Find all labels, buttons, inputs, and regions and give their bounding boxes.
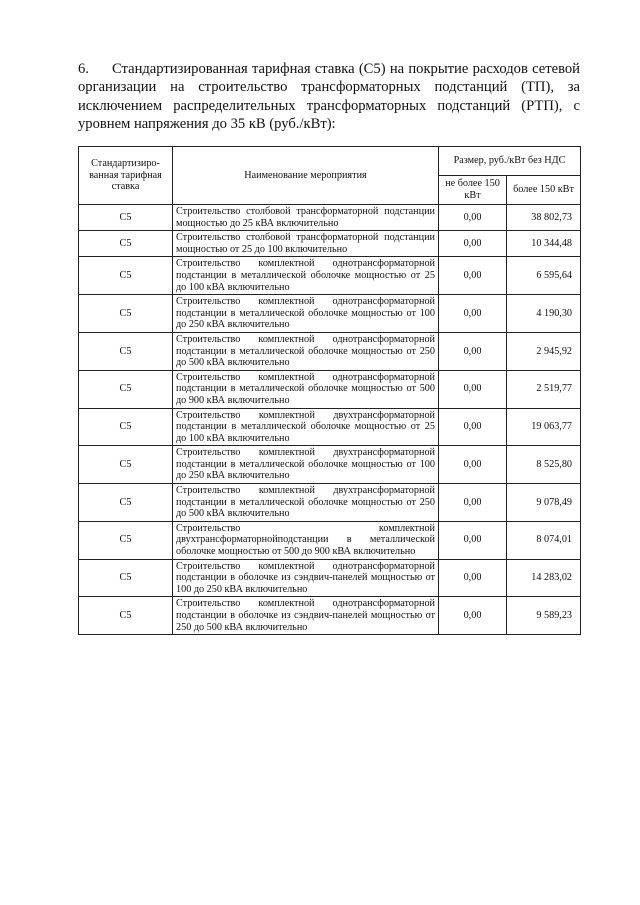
table-row bbox=[79, 597, 581, 635]
rate-code-cell: С5 bbox=[79, 231, 173, 257]
rate-code-cell: С5 bbox=[79, 332, 173, 370]
activity-cell: Строительство комплектной однотрансформаторной подстанции в металлической оболочке мощностью от 100 до 250 кВА включительно bbox=[173, 295, 439, 333]
value-up-to-150-cell: 0,00 bbox=[439, 484, 507, 522]
value-up-to-150-cell: 0,00 bbox=[439, 332, 507, 370]
value-over-150-cell: 8 074,01 bbox=[507, 521, 581, 559]
table-row bbox=[79, 370, 581, 408]
activity-cell: Строительство комплектной однотрансформаторной подстанции в металлической оболочке мощностью от 500 до 900 кВА включительно bbox=[173, 370, 439, 408]
rate-code-cell: С5 bbox=[79, 295, 173, 333]
header-rate: Стандартизиро-ванная тарифная ставка bbox=[79, 147, 173, 205]
activity-cell: Строительство комплектной однотрансформаторной подстанции в металлической оболочке мощностью от 25 до 100 кВА включительно bbox=[173, 257, 439, 295]
rate-code-cell: С5 bbox=[79, 597, 173, 635]
table-row bbox=[79, 408, 581, 446]
value-up-to-150-cell: 0,00 bbox=[439, 370, 507, 408]
rate-code-cell: С5 bbox=[79, 257, 173, 295]
value-up-to-150-cell: 0,00 bbox=[439, 408, 507, 446]
rate-code-cell: С5 bbox=[79, 559, 173, 597]
table-row bbox=[79, 332, 581, 370]
activity-cell: Строительство комплектной двухтрансформаторной подстанции в металлической оболочке мощностью от 100 до 250 кВА включительно bbox=[173, 446, 439, 484]
value-up-to-150-cell: 0,00 bbox=[439, 597, 507, 635]
value-over-150-cell: 9 078,49 bbox=[507, 484, 581, 522]
table-row bbox=[79, 257, 581, 295]
activity-cell: Строительство комплектной двухтрансформаторной подстанции в металлической оболочке мощностью от 25 до 100 кВА включительно bbox=[173, 408, 439, 446]
activity-cell: Строительство столбовой трансформаторной подстанции мощностью до 25 кВА включительно bbox=[173, 205, 439, 231]
rate-code-cell: С5 bbox=[79, 205, 173, 231]
rate-code-cell: С5 bbox=[79, 446, 173, 484]
value-over-150-cell: 2 945,92 bbox=[507, 332, 581, 370]
activity-cell: Строительство комплектной однотрансформаторной подстанции в металлической оболочке мощностью от 250 до 500 кВА включительно bbox=[173, 332, 439, 370]
table-row bbox=[79, 231, 581, 257]
table-row bbox=[79, 484, 581, 522]
activity-cell: Строительство комплектной однотрансформаторной подстанции в оболочке из сэндвич-панелей мощностью от 100 до 250 кВА включительно bbox=[173, 559, 439, 597]
rate-code-cell: С5 bbox=[79, 370, 173, 408]
header-activity: Наименование мероприятия bbox=[173, 147, 439, 205]
value-over-150-cell: 19 063,77 bbox=[507, 408, 581, 446]
activity-cell: Строительство комплектной двухтрансформаторнойподстанции в металлической оболочке мощностью от 500 до 900 кВА включительно bbox=[173, 521, 439, 559]
value-up-to-150-cell: 0,00 bbox=[439, 446, 507, 484]
table-row bbox=[79, 205, 581, 231]
value-over-150-cell: 8 525,80 bbox=[507, 446, 581, 484]
header-up-to-150: не более 150 кВт bbox=[439, 176, 507, 205]
value-over-150-cell: 38 802,73 bbox=[507, 205, 581, 231]
table-row bbox=[79, 521, 581, 559]
activity-cell: Строительство комплектной двухтрансформаторной подстанции в металлической оболочке мощностью от 250 до 500 кВА включительно bbox=[173, 484, 439, 522]
value-over-150-cell: 6 595,64 bbox=[507, 257, 581, 295]
activity-cell: Строительство столбовой трансформаторной подстанции мощностью от 25 до 100 включительно bbox=[173, 231, 439, 257]
value-over-150-cell: 4 190,30 bbox=[507, 295, 581, 333]
value-over-150-cell: 10 344,48 bbox=[507, 231, 581, 257]
value-over-150-cell: 2 519,77 bbox=[507, 370, 581, 408]
rate-code-cell: С5 bbox=[79, 408, 173, 446]
section-heading bbox=[78, 60, 580, 134]
rate-code-cell: С5 bbox=[79, 484, 173, 522]
value-up-to-150-cell: 0,00 bbox=[439, 295, 507, 333]
table-row bbox=[79, 559, 581, 597]
activity-cell: Строительство комплектной однотрансформаторной подстанции в оболочке из сэндвич-панелей мощностью от 250 до 500 кВА включительно bbox=[173, 597, 439, 635]
value-up-to-150-cell: 0,00 bbox=[439, 559, 507, 597]
heading-number: 6. bbox=[78, 61, 89, 77]
table-row bbox=[79, 295, 581, 333]
value-up-to-150-cell: 0,00 bbox=[439, 231, 507, 257]
table-row bbox=[79, 446, 581, 484]
value-up-to-150-cell: 0,00 bbox=[439, 205, 507, 231]
heading-text: Стандартизированная тарифная ставка (С5) на покрытие расходов сетевой организации на строительство трансформаторных подстанций (ТП), за исключением распределительных трансформаторных подстанций (РТП), с уровнем напряжения до 35 кВ (руб./кВт): bbox=[78, 61, 580, 133]
value-up-to-150-cell: 0,00 bbox=[439, 521, 507, 559]
header-size: Размер, руб./кВт без НДС bbox=[439, 147, 581, 176]
tariff-table bbox=[78, 146, 581, 635]
value-over-150-cell: 14 283,02 bbox=[507, 559, 581, 597]
value-over-150-cell: 9 589,23 bbox=[507, 597, 581, 635]
rate-code-cell: С5 bbox=[79, 521, 173, 559]
header-over-150: более 150 кВт bbox=[507, 176, 581, 205]
value-up-to-150-cell: 0,00 bbox=[439, 257, 507, 295]
